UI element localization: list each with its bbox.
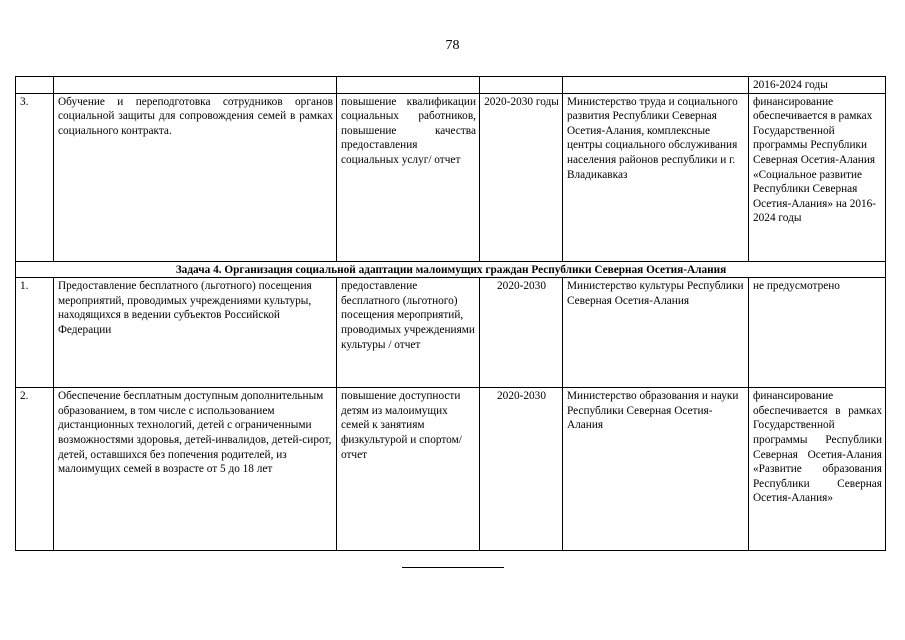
cell-funding: 2016-2024 годы bbox=[749, 77, 886, 94]
footnote-divider bbox=[402, 567, 504, 568]
page-number: 78 bbox=[445, 38, 460, 53]
cell-result: предоставление бесплатного (льготного) посещения мероприятий, проводимых учреждениями культуры / отчет bbox=[337, 278, 480, 388]
cell-measure bbox=[54, 77, 337, 94]
cell-measure: Обучение и переподготовка сотрудников органов социальной защиты для сопровождения семей в рамках социального контракта. bbox=[54, 93, 337, 261]
cell-result: повышение квалификации социальных работников, повышение качества предоставления социальных услуг/ отчет bbox=[337, 93, 480, 261]
table-row bbox=[16, 93, 886, 261]
cell-measure: Обеспечение бесплатным доступным дополнительным образованием, в том числе с использованием дистанционных технологий, детей с ограниченными возможностями здоровья, детей-инвалидов, детей-сирот, детей, оставшихся без попечения родителей, из малоимущих семей в возрасте от 5 до 18 лет bbox=[54, 388, 337, 551]
cell-period: 2020-2030 bbox=[480, 278, 563, 388]
cell-num bbox=[16, 77, 54, 94]
cell-executor bbox=[563, 77, 749, 94]
cell-executor: Министерство образования и науки Республики Северная Осетия-Алания bbox=[563, 388, 749, 551]
cell-result bbox=[337, 77, 480, 94]
cell-funding: финансирование обеспечивается в рамках Государственной программы Республики Северная Осетия-Алания «Социальное развитие Республики Северная Осетия-Алания» на 2016-2024 годы bbox=[749, 93, 886, 261]
cell-executor: Министерство культуры Республики Северная Осетия-Алания bbox=[563, 278, 749, 388]
cell-period: 2020-2030 bbox=[480, 388, 563, 551]
cell-funding: финансирование обеспечивается в рамках Государственной программы Республики Северная Осетия-Алания «Развитие образования Республики Северная Осетия-Алания» bbox=[749, 388, 886, 551]
cell-funding: не предусмотрено bbox=[749, 278, 886, 388]
cell-num: 1. bbox=[16, 278, 54, 388]
measures-table bbox=[15, 76, 886, 551]
cell-period: 2020-2030 годы bbox=[480, 93, 563, 261]
table-row-continuation bbox=[16, 77, 886, 94]
task-header-row bbox=[16, 261, 886, 278]
table-row bbox=[16, 388, 886, 551]
cell-executor: Министерство труда и социального развития Республики Северная Осетия-Алания, комплексные центры социального обслуживания населения районов республики и г. Владикавказ bbox=[563, 93, 749, 261]
cell-measure: Предоставление бесплатного (льготного) посещения мероприятий, проводимых учреждениями культуры, находящихся в ведении субъектов Российской Федерации bbox=[54, 278, 337, 388]
cell-result: повышение доступности детям из малоимущих семей к занятиям физкультурой и спортом/ отчет bbox=[337, 388, 480, 551]
cell-num: 3. bbox=[16, 93, 54, 261]
cell-period bbox=[480, 77, 563, 94]
cell-num: 2. bbox=[16, 388, 54, 551]
table-row bbox=[16, 278, 886, 388]
task-heading: Задача 4. Организация социальной адаптации малоимущих граждан Республики Северная Осетия-Алания bbox=[16, 261, 886, 278]
